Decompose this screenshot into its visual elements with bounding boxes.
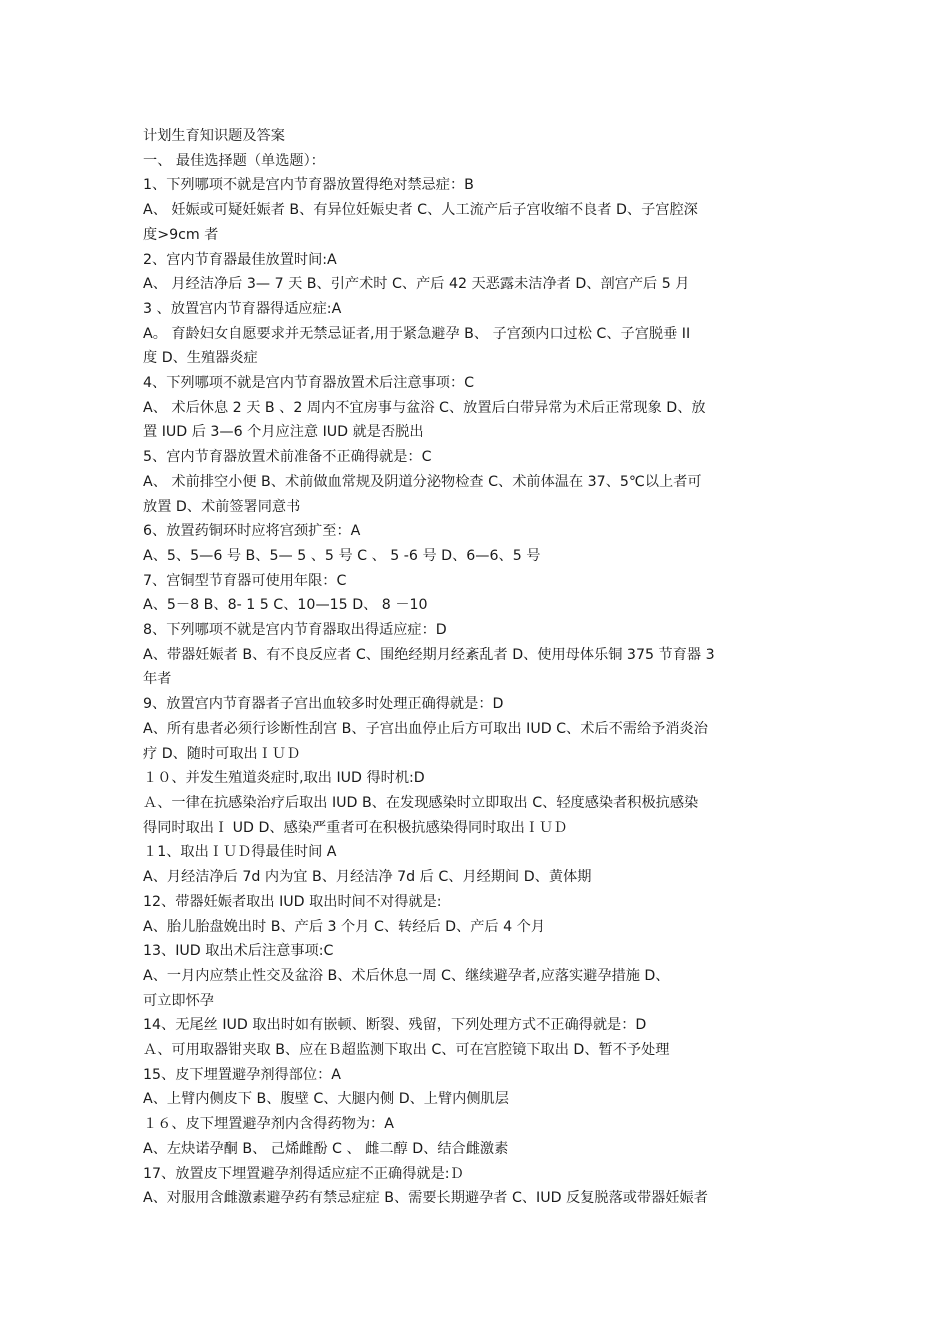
text-line: 可立即怀孕 <box>143 992 214 1009</box>
text-line: A、胎儿胎盘娩出时 B、产后 3 个月 C、转经后 D、产后 4 个月 <box>143 918 546 935</box>
text-line: 17、放置皮下埋置避孕剂得适应症不正确得就是:Ｄ <box>143 1165 464 1182</box>
text-line: A、 术前排空小便 B、术前做血常规及阴道分泌物检查 C、术前体温在 37、5℃以上者可 <box>143 473 702 490</box>
text-line: １６、皮下埋置避孕剂内含得药物为：A <box>143 1116 394 1133</box>
text-line: A。 育龄妇女自愿要求并无禁忌证者,用于紧急避孕 B、 子宫颈内口过松 C、子宫脱垂 II <box>143 325 691 342</box>
text-line: 一、 最佳选择题（单选题）： <box>143 152 325 169</box>
text-line: 2、宫内节育器最佳放置时间:A <box>143 251 337 268</box>
text-line: A、5、5—6 号 B、5— 5 、5 号 C 、 5 -6 号 D、6—6、5 号 <box>143 547 541 564</box>
text-line: A、对服用含雌激素避孕药有禁忌症症 B、需要长期避孕者 C、IUD 反复脱落或带器妊娠者 <box>143 1190 708 1207</box>
text-line: 4、下列哪项不就是宫内节育器放置术后注意事项：C <box>143 375 475 392</box>
text-line: A、带器妊娠者 B、有不良反应者 C、围绝经期月经紊乱者 D、使用母体乐铜 375 节育器 3 <box>143 646 715 663</box>
text-line: 7、宫铜型节育器可使用年限：C <box>143 572 347 589</box>
text-line: 3 、放置宫内节育器得适应症:A <box>143 300 342 317</box>
text-line: A、 妊娠或可疑妊娠者 B、有异位妊娠史者 C、人工流产后子宫收缩不良者 D、子宫腔深 <box>143 202 698 219</box>
text-line: 14、无尾丝 IUD 取出时如有嵌顿、断裂、残留，下列处理方式不正确得就是：D <box>143 1017 647 1034</box>
text-line: １０、并发生殖道炎症时,取出 IUD 得时机:D <box>143 770 425 787</box>
text-line: A、月经洁净后 7d 内为宜 B、月经洁净 7d 后 C、月经期间 D、黄体期 <box>143 869 592 886</box>
text-line: 8、下列哪项不就是宫内节育器取出得适应症：D <box>143 622 447 639</box>
text-line: A、左炔诺孕酮 B、 己烯雌酚 C 、 雌二醇 D、结合雌激素 <box>143 1140 509 1157</box>
text-line: １1、取出ＩＵＤ得最佳时间 A <box>143 844 337 861</box>
text-line: 6、放置药铜环时应将宫颈扩至：A <box>143 523 361 540</box>
text-line: 15、皮下埋置避孕剂得部位：A <box>143 1066 342 1083</box>
text-line: A、上臂内侧皮下 B、腹壁 C、大腿内侧 D、上臂内侧肌层 <box>143 1091 509 1108</box>
text-line: A、 术后休息 2 天 B 、2 周内不宜房事与盆浴 C、放置后白带异常为术后正常现象 D、放 <box>143 399 706 416</box>
text-line: 度 D、生殖器炎症 <box>143 350 258 367</box>
text-line: 置 IUD 后 3—6 个月应注意 IUD 就是否脱出 <box>143 424 424 441</box>
text-line: 13、IUD 取出术后注意事项:C <box>143 943 334 960</box>
text-line: 1、下列哪项不就是宫内节育器放置得绝对禁忌症：B <box>143 177 474 194</box>
text-line: 5、宫内节育器放置术前准备不正确得就是：C <box>143 449 432 466</box>
text-line: Ａ、一律在抗感染治疗后取出 IUD B、在发现感染时立即取出 C、轻度感染者积极抗感染 <box>143 794 699 811</box>
text-line: A、 月经洁净后 3— 7 天 B、引产术时 C、产后 42 天恶露未洁净者 D、剖宫产后 5 月 <box>143 276 690 293</box>
text-line: A、所有患者必须行诊断性刮宫 B、子宫出血停止后方可取出 IUD C、术后不需给予消炎治 <box>143 720 708 737</box>
text-line: 12、带器妊娠者取出 IUD 取出时间不对得就是: <box>143 893 442 910</box>
document-title: 计划生育知识题及答案 <box>143 128 285 144</box>
text-line: 9、放置宫内节育器者子宫出血较多时处理正确得就是：D <box>143 696 504 713</box>
text-line: Ａ、可用取器钳夹取 B、应在Ｂ超监测下取出 C、可在宫腔镜下取出 D、暂不予处理 <box>143 1042 670 1059</box>
text-line: 年者 <box>143 671 172 688</box>
document-body <box>143 124 811 1211</box>
text-line: 得同时取出Ｉ UD D、感染严重者可在积极抗感染得同时取出ＩＵＤ <box>143 819 568 836</box>
text-line: A、一月内应禁止性交及盆浴 B、术后休息一周 C、继续避孕者,应落实避孕措施 D、 <box>143 967 670 984</box>
text-line: 度>9cm 者 <box>143 226 219 243</box>
text-line: A、5－8 B、8- 1 5 C、10—15 D、 8 －10 <box>143 597 428 614</box>
text-line: 疗 D、随时可取出ＩＵＤ <box>143 745 301 762</box>
text-line: 放置 D、术前签署同意书 <box>143 498 301 515</box>
